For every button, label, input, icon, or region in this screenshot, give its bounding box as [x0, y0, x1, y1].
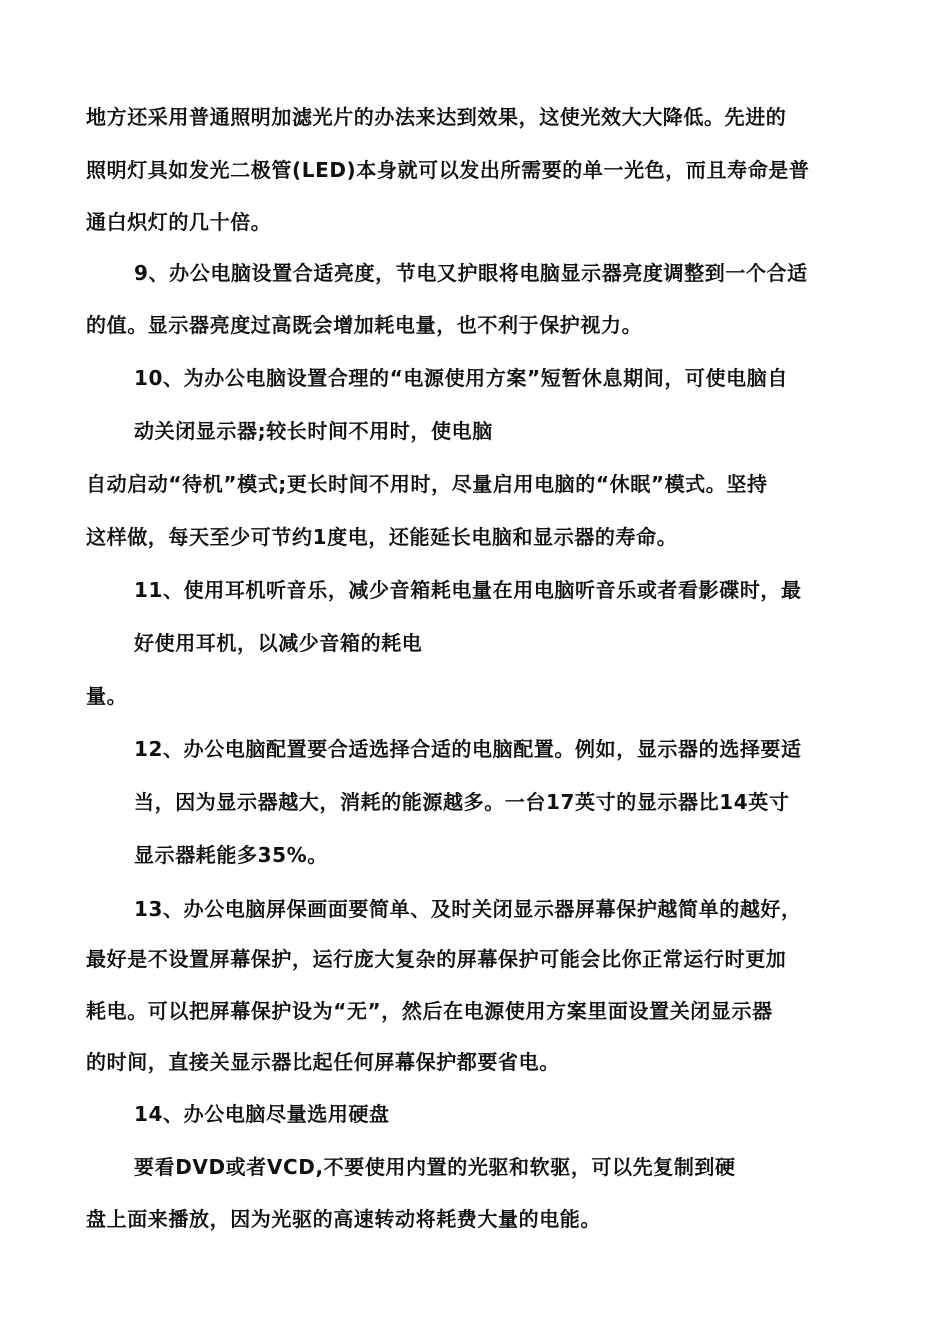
text-line: 量。 [86, 684, 128, 708]
text-line: 通白炽灯的几十倍。 [86, 210, 272, 234]
text-line: 最好是不设置屏幕保护，运行庞大复杂的屏幕保护可能会比你正常运行时更加 [86, 947, 787, 971]
text-line: 11、使用耳机听音乐，减少音箱耗电量在用电脑听音乐或者看影碟时，最 [134, 578, 802, 602]
text-line: 好使用耳机，以减少音箱的耗电 [134, 631, 423, 655]
text-line: 要看DVD或者VCD,不要使用内置的光驱和软驱，可以先复制到硬 [134, 1155, 736, 1179]
text-line: 耗电。可以把屏幕保护设为“无”，然后在电源使用方案里面设置关闭显示器 [86, 999, 773, 1023]
text-line: 13、办公电脑屏保画面要简单、及时关闭显示器屏幕保护越简单的越好， [134, 897, 802, 921]
text-line: 的值。显示器亮度过高既会增加耗电量，也不利于保护视力。 [86, 313, 643, 337]
text-line: 9、办公电脑设置合适亮度，节电又护眼将电脑显示器亮度调整到一个合适 [134, 261, 808, 285]
text-line: 照明灯具如发光二极管(LED)本身就可以发出所需要的单一光色，而且寿命是普 [86, 158, 810, 182]
text-line: 14、办公电脑尽量选用硬盘 [134, 1102, 390, 1126]
text-line: 自动启动“待机”模式;更长时间不用时，尽量启用电脑的“休眠”模式。坚持 [86, 472, 768, 496]
text-line: 盘上面来播放，因为光驱的高速转动将耗费大量的电能。 [86, 1207, 601, 1231]
text-line: 这样做，每天至少可节约1度电，还能延长电脑和显示器的寿命。 [86, 525, 678, 549]
text-line: 当，因为显示器越大，消耗的能源越多。一台17英寸的显示器比14英寸 [134, 790, 790, 814]
text-line: 的时间，直接关显示器比起任何屏幕保护都要省电。 [86, 1050, 560, 1074]
text-line: 地方还采用普通照明加滤光片的办法来达到效果，这使光效大大降低。先进的 [86, 105, 787, 129]
text-line: 显示器耗能多35%。 [134, 843, 328, 867]
text-line: 12、办公电脑配置要合适选择合适的电脑配置。例如，显示器的选择要适 [134, 737, 802, 761]
text-line: 10、为办公电脑设置合理的“电源使用方案”短暂休息期间，可使电脑自 [134, 366, 788, 390]
text-line: 动关闭显示器;较长时间不用时，使电脑 [134, 419, 493, 443]
